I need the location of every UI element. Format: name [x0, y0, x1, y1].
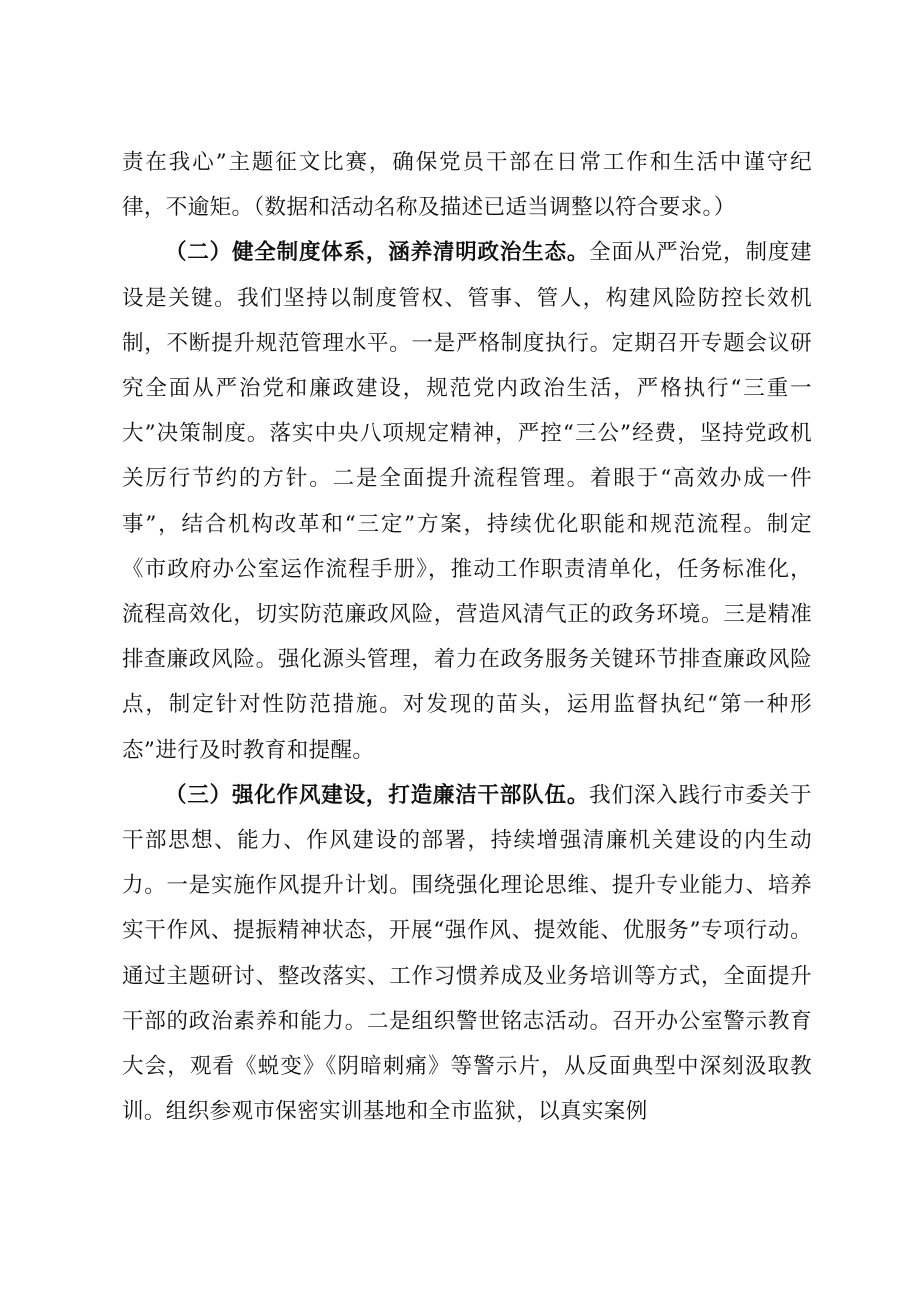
paragraph-continuation [122, 140, 812, 230]
paragraph-body: 全面从严治党，制度建设是关键。我们坚持以制度管权、管事、管人，构建风险防控长效机制，不断提升规范管理水平。一是严格制度执行。定期召开专题会议研究全面从严治党和廉政建设，规范党内政治生活，严格执行“三重一大”决策制度。落实中央八项规定精神，严控“三公”经费，坚持党政机关厉行节约的方针。二是全面提升流程管理。着眼于“高效办成一件事”，结合机构改革和“三定”方案，持续优化职能和规范流程。制定《市政府办公室运作流程手册》，推动工作职责清单化，任务标准化，流程高效化，切实防范廉政风险，营造风清气正的政务环境。三是精准排查廉政风险。强化源头管理，着力在政务服务关键环节排查廉政风险点，制定针对性防范措施。对发现的苗头，运用监督执纪“第一种形态”进行及时教育和提醒。 [122, 240, 812, 763]
paragraph-body: 责在我心”主题征文比赛，确保党员干部在日常工作和生活中谨守纪律，不逾矩。（数据和活动名称及描述已适当调整以符合要求。） [122, 150, 812, 221]
paragraph-section-2 [122, 230, 812, 772]
section-heading: （三）强化作风建设，打造廉洁干部队伍。 [165, 782, 590, 808]
section-heading: （二）健全制度体系，涵养清明政治生态。 [165, 240, 590, 266]
paragraph-body: 我们深入践行市委关于干部思想、能力、作风建设的部署，持续增强清廉机关建设的内生动力。一是实施作风提升计划。围绕强化理论思维、提升专业能力、培养实干作风、提振精神状态，开展“强作风、提效能、优服务”专项行动。通过主题研讨、整改落实、工作习惯养成及业务培训等方式，全面提升干部的政治素养和能力。二是组织警世铭志活动。召开办公室警示教育大会，观看《蜕变》《阴暗刺痛》等警示片，从反面典型中深刻汲取教训。组织参观市保密实训基地和全市监狱，以真实案例 [122, 782, 812, 1125]
document-body [122, 140, 812, 1134]
paragraph-section-3 [122, 773, 812, 1135]
